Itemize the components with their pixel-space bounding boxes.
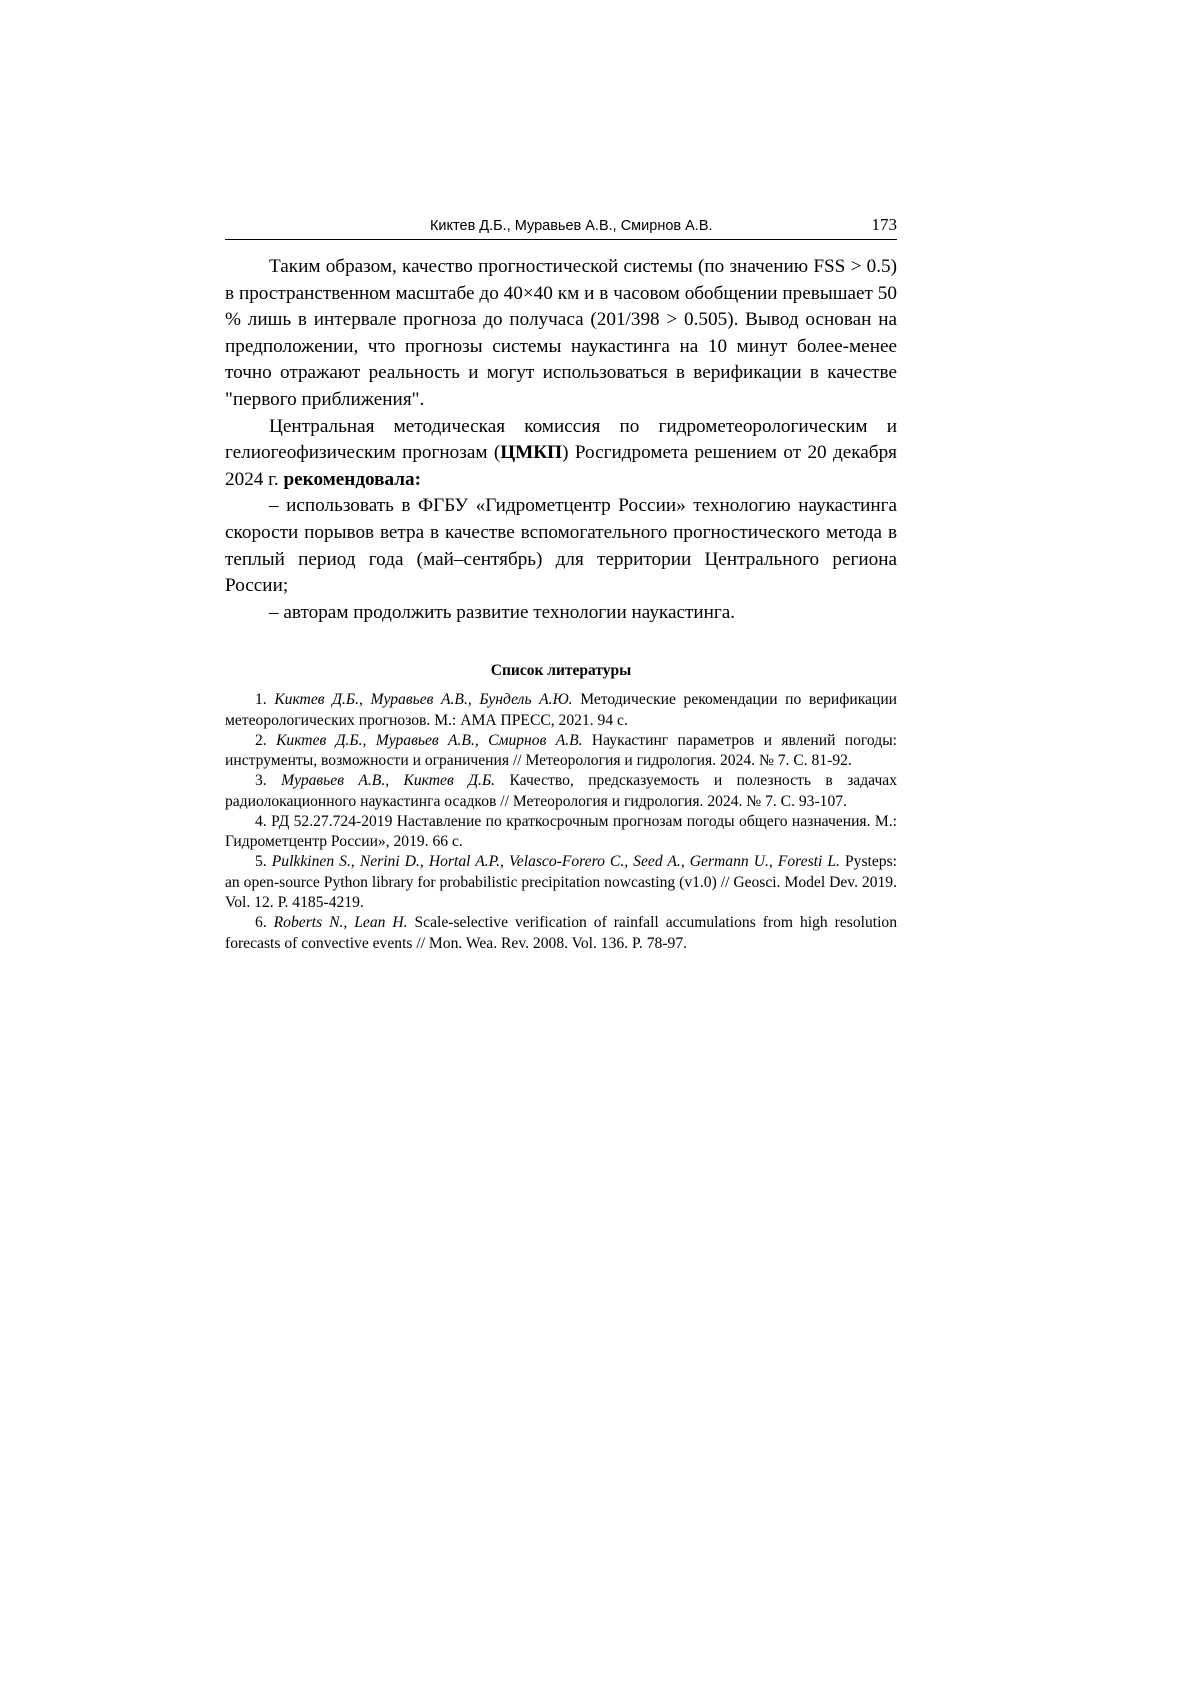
recommendation-item-1: – использовать в ФГБУ «Гидрометцентр России» технологию наукастинга скорости порывов ветра в качестве вспомогательного прогностического метода в теплый период года (май–сентябрь) для территории Центрального региона России; — [225, 495, 897, 597]
reference-number: 3. — [255, 772, 282, 790]
reference-number: 1. — [255, 691, 275, 709]
reference-text: Scale-selective verification of rainfall accumulations from high resolution forecasts of convective events // Mon. Wea. Rev. 2008. Vol. 136. P. 78-97. — [225, 914, 898, 952]
reference-number: 2. — [255, 731, 277, 749]
reference-text: Наукастинг параметров и явлений погоды: инструменты, возможности и ограничения // Метеорология и гидрология. 2024. № 7. С. 81-92. — [225, 731, 898, 770]
references-heading: Список литературы — [490, 662, 632, 680]
running-head-authors: Киктев Д.Б., Муравьев А.В., Смирнов А.В. — [429, 218, 713, 234]
reference-text: Pysteps: an open-source Python library for probabilistic precipitation nowcasting (v1.0) // Geosci. Model Dev. 2019. Vol. 12. P. 4185-4219. — [225, 853, 898, 911]
reference-item — [225, 913, 897, 954]
reference-authors: Муравьев А.В., Киктев Д.Б. — [281, 772, 496, 790]
reference-authors: Киктев Д.Б., Муравьев А.В., Бундель А.Ю. — [274, 691, 573, 709]
paragraph-commission-text-2: ) Росгидромета решением от 20 декабря 2024 г. — [225, 442, 897, 490]
reference-text: Качество, предсказуемость и полезность в задачах радиолокационного наукастинга осадков // Метеорология и гидрология. 2024. № 7. С. 93-107. — [225, 772, 898, 810]
paragraph-conclusion — [225, 254, 897, 414]
reference-authors: Roberts N., Lean H. — [273, 914, 408, 932]
header-rule — [225, 239, 897, 240]
running-head — [225, 215, 897, 239]
paragraph-conclusion-text: Таким образом, качество прогностической системы (по значению FSS > 0.5) в пространственном масштабе до 40×40 км и в часовом обобщении превышает 50 % лишь в интервале прогноза до получаса (201/398 > 0.505). Вывод основан на предположении, что прогнозы системы наукастинга на 10 минут более-менее точно отражают реальность и могут использоваться в верификации в качестве "первого приближения". — [225, 256, 897, 410]
reference-item — [225, 731, 897, 772]
reference-item — [225, 852, 897, 913]
reference-item — [225, 690, 897, 731]
paragraph-commission — [225, 414, 897, 494]
reference-text: Методические рекомендации по верификации метеорологических прогнозов. М.: АМА ПРЕСС, 2021. 94 с. — [225, 691, 898, 729]
reference-text: РД 52.27.724-2019 Наставление по краткосрочным прогнозам погоды общего назначения. М.: Гидрометцентр России», 2019. 66 с. — [225, 812, 897, 851]
abbreviation-cmkp: ЦМКП — [500, 442, 563, 464]
reference-number: 6. — [255, 914, 274, 932]
recommended-word: рекомендовала: — [283, 468, 422, 490]
page-content — [225, 215, 897, 954]
reference-number: 4. — [255, 812, 272, 830]
reference-item — [225, 812, 897, 853]
reference-authors: Киктев Д.Б., Муравьев А.В., Смирнов А.В. — [276, 731, 583, 749]
reference-number: 5. — [255, 853, 272, 871]
page-number: 173 — [871, 215, 897, 234]
paragraph-commission-text-1: Центральная методическая комиссия по гидрометеорологическим и гелиогеофизическим прогнозам ( — [225, 415, 897, 464]
reference-item — [225, 771, 897, 812]
recommendation-item-2: – авторам продолжить развитие технологии наукастинга. — [269, 601, 736, 623]
reference-authors: Pulkkinen S., Nerini D., Hortal A.P., Velasco-Forero C., Seed A., Germann U., Foresti L. — [271, 853, 840, 871]
